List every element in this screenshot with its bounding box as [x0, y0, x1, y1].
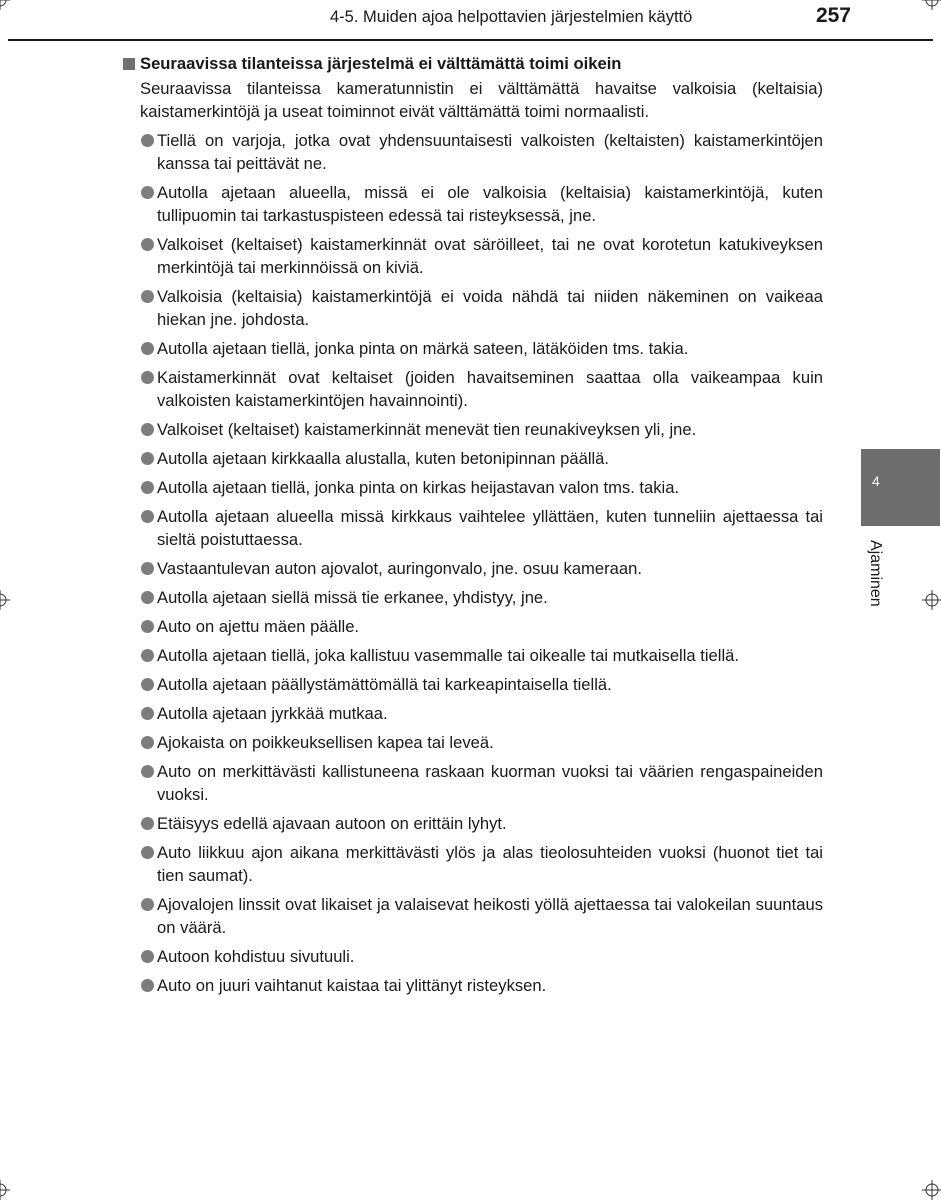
- header-divider: [8, 39, 933, 41]
- list-item: [123, 893, 823, 939]
- list-item: [123, 673, 823, 696]
- list-item: [123, 615, 823, 638]
- list-item: [123, 702, 823, 725]
- list-item-text: Valkoisia (keltaisia) kaistamerkintöjä ei voida nähdä tai niiden näkeminen on vaikeaa hiekan jne. johdosta.: [157, 287, 823, 329]
- circle-bullet-icon: [141, 481, 154, 494]
- circle-bullet-icon: [141, 817, 154, 830]
- conditions-list: [123, 129, 823, 997]
- list-item: [123, 337, 823, 360]
- list-item-text: Autolla ajetaan alueella, missä ei ole valkoisia (keltaisia) kaistamerkintöjä, kuten tullipuomin tai tarkastuspisteen edessä tai risteyksessä, jne.: [157, 183, 823, 225]
- list-item-text: Auto on ajettu mäen päälle.: [157, 617, 360, 636]
- list-item: [123, 557, 823, 580]
- list-item-text: Autolla ajetaan tiellä, jonka pinta on kirkas heijastavan valon tms. takia.: [157, 478, 680, 497]
- list-item-text: Ajovalojen linssit ovat likaiset ja valaisevat heikosti yöllä ajettaessa tai valokeilan suuntaus on väärä.: [157, 895, 823, 937]
- registration-mark-bottom-right: [922, 1180, 941, 1200]
- list-item: [123, 366, 823, 412]
- registration-mark-top-left: [0, 0, 10, 10]
- circle-bullet-icon: [141, 898, 154, 911]
- list-item-text: Valkoiset (keltaiset) kaistamerkinnät ovat säröilleet, tai ne ovat korotetun katukiveyksen merkintöjä tai merkinnöissä on kiviä.: [157, 235, 823, 277]
- section-heading: [123, 52, 823, 75]
- circle-bullet-icon: [141, 562, 154, 575]
- circle-bullet-icon: [141, 736, 154, 749]
- registration-mark-top-right: [922, 0, 941, 10]
- list-item: [123, 731, 823, 754]
- list-item-text: Kaistamerkinnät ovat keltaiset (joiden havaitseminen saattaa olla vaikeampaa kuin valkoisten kaistamerkintöjen havainnointi).: [157, 368, 823, 410]
- list-item-text: Autoon kohdistuu sivutuuli.: [157, 947, 355, 966]
- list-item-text: Autolla ajetaan tiellä, jonka pinta on märkä sateen, lätäköiden tms. takia.: [157, 339, 689, 358]
- chapter-number: 4: [872, 473, 880, 489]
- list-item: [123, 447, 823, 470]
- list-item: [123, 181, 823, 227]
- circle-bullet-icon: [141, 290, 154, 303]
- circle-bullet-icon: [141, 371, 154, 384]
- list-item: [123, 841, 823, 887]
- list-item-text: Tiellä on varjoja, jotka ovat yhdensuuntaisesti valkoisten (keltaisten) kaistamerkintöjen kanssa tai peittävät ne.: [157, 131, 823, 173]
- list-item: [123, 644, 823, 667]
- list-item: [123, 586, 823, 609]
- circle-bullet-icon: [141, 510, 154, 523]
- list-item-text: Autolla ajetaan jyrkkää mutkaa.: [157, 704, 388, 723]
- list-item-text: Autolla ajetaan alueella missä kirkkaus vaihtelee yllättäen, kuten tunneliin ajettaessa tai sieltä poistuttaessa.: [157, 507, 823, 549]
- list-item-text: Autolla ajetaan siellä missä tie erkanee, yhdistyy, jne.: [157, 588, 548, 607]
- list-item: [123, 129, 823, 175]
- list-item-text: Auto liikkuu ajon aikana merkittävästi ylös ja alas tieolosuhteiden vuoksi (huonot tiet tai tien saumat).: [157, 843, 823, 885]
- list-item: [123, 476, 823, 499]
- list-item-text: Auto on juuri vaihtanut kaistaa tai ylittänyt risteyksen.: [157, 976, 547, 995]
- list-item: [123, 974, 823, 997]
- intro-paragraph: Seuraavissa tilanteissa kameratunnistin ei välttämättä havaitse valkoisia (keltaisia) kaistamerkintöjä ja useat toiminnot eivät välttämättä toimi normaalisti.: [140, 79, 823, 121]
- circle-bullet-icon: [141, 186, 154, 199]
- circle-bullet-icon: [141, 979, 154, 992]
- list-item-text: Autolla ajetaan päällystämättömällä tai karkeapintaisella tiellä.: [157, 675, 612, 694]
- circle-bullet-icon: [141, 846, 154, 859]
- circle-bullet-icon: [141, 591, 154, 604]
- list-item-text: Vastaantulevan auton ajovalot, auringonvalo, jne. osuu kameraan.: [157, 559, 642, 578]
- list-item: [123, 418, 823, 441]
- square-bullet-icon: [123, 58, 135, 70]
- circle-bullet-icon: [141, 678, 154, 691]
- registration-mark-bottom-left: [0, 1180, 10, 1200]
- list-item-text: Ajokaista on poikkeuksellisen kapea tai leveä.: [157, 733, 494, 752]
- circle-bullet-icon: [141, 707, 154, 720]
- section-heading-text: Seuraavissa tilanteissa järjestelmä ei välttämättä toimi oikein: [140, 54, 622, 73]
- list-item-text: Etäisyys edellä ajavaan autoon on erittäin lyhyt.: [157, 814, 507, 833]
- list-item: [123, 505, 823, 551]
- list-item-text: Autolla ajetaan kirkkaalla alustalla, kuten betonipinnan päällä.: [157, 449, 610, 468]
- list-item: [123, 285, 823, 331]
- page-body: [123, 52, 823, 1003]
- list-item: [123, 760, 823, 806]
- registration-mark-mid-right: [922, 590, 941, 610]
- list-item-text: Auto on merkittävästi kallistuneena raskaan kuorman vuoksi tai väärien rengaspaineiden vuoksi.: [157, 762, 823, 804]
- list-item-text: Autolla ajetaan tiellä, joka kallistuu vasemmalle tai oikealle tai mutkaisella tiellä.: [157, 646, 739, 665]
- list-item: [123, 233, 823, 279]
- running-header-title: 4-5. Muiden ajoa helpottavien järjestelmien käyttö: [330, 8, 693, 26]
- circle-bullet-icon: [141, 649, 154, 662]
- circle-bullet-icon: [141, 765, 154, 778]
- page-number: 257: [815, 4, 851, 27]
- list-item-text: Valkoiset (keltaiset) kaistamerkinnät menevät tien reunakiveyksen yli, jne.: [157, 420, 697, 439]
- list-item: [123, 812, 823, 835]
- circle-bullet-icon: [141, 342, 154, 355]
- circle-bullet-icon: [141, 134, 154, 147]
- list-item: [123, 945, 823, 968]
- circle-bullet-icon: [141, 950, 154, 963]
- circle-bullet-icon: [141, 238, 154, 251]
- circle-bullet-icon: [141, 620, 154, 633]
- registration-mark-mid-left: [0, 590, 10, 610]
- circle-bullet-icon: [141, 452, 154, 465]
- chapter-label: Ajaminen: [867, 540, 884, 607]
- circle-bullet-icon: [141, 423, 154, 436]
